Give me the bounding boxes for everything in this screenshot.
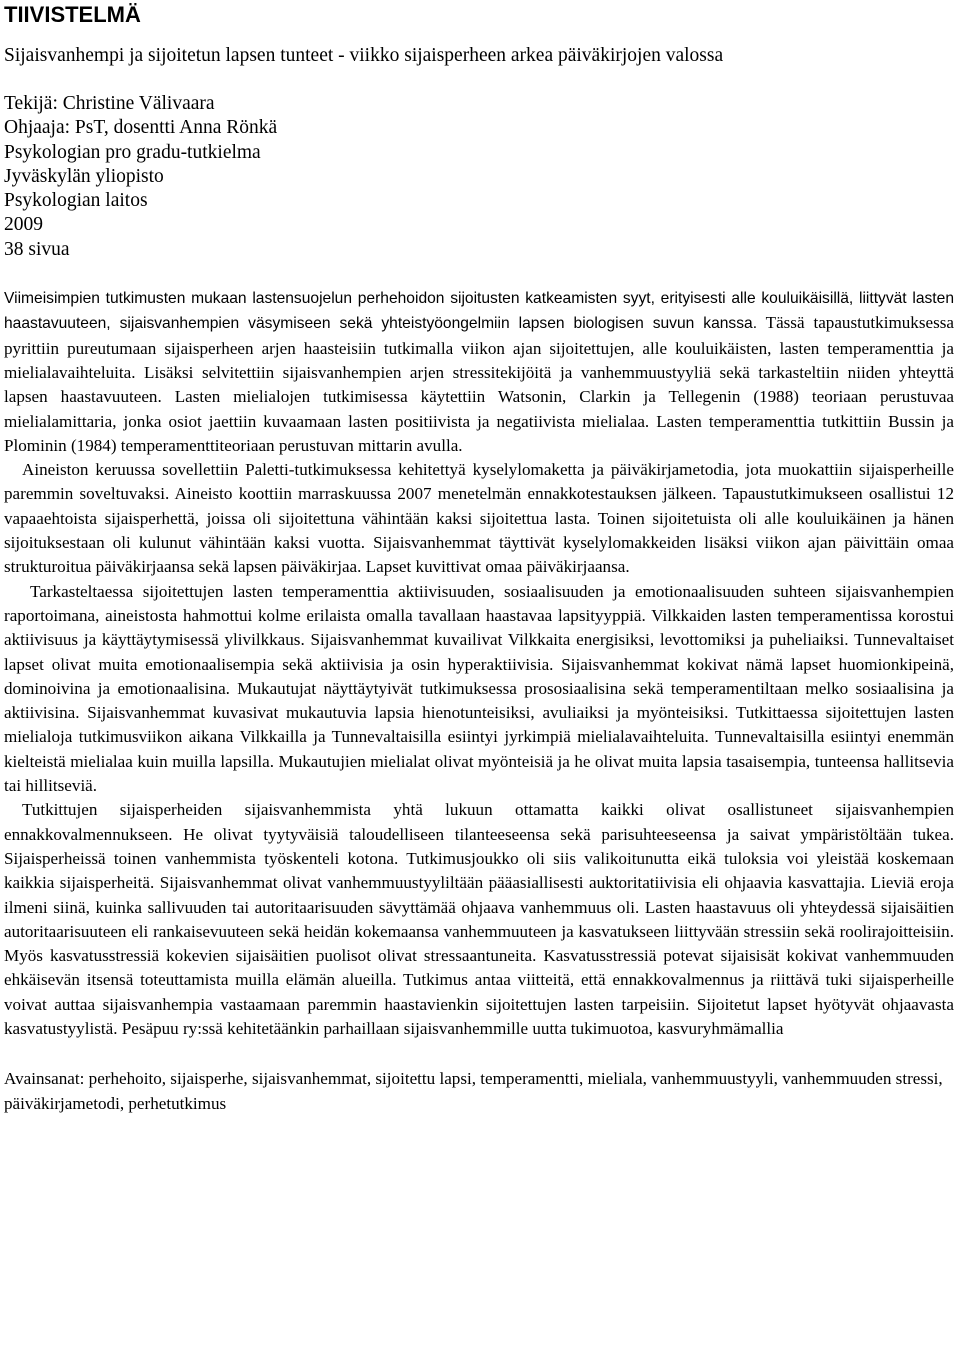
page-count-line: 38 sivua — [4, 238, 70, 260]
paragraph-1-text: Tässä tapaustutkimuksessa pyrittiin pureutumaan sijaisperheen arjen haasteisiin tutkimalla viikon ajan sijoitettujen, alle kouluikäisten, lasten temperamenttia ja mielialavaihteluita. Lisäksi selvitettiin sijaisvanhempien arjen stressitekijöitä ja vanhemmuustyyliä sekä tarkasteltiin niiden yhteyttä lapsen haastavuuteen. Lasten mielialojen tutkimisessa käytettiin Watsonin, Clarkin ja Tellegenin (1988) teoriaan perustuvaa mielialamittaria, jonka osiot jaettiin kuvaamaan lasten positiivista ja negatiivista mielialaa. Lasten temperamenttia tutkittiin Bussin ja Plominin (1984) temperamenttiteoriaan perustuvan mittarin avulla. — [4, 313, 954, 455]
abstract-paragraph-2: Aineiston keruussa sovellettiin Paletti-tutkimuksessa kehitettyä kyselylomaketta ja päiväkirjametodia, jota muokattiin sijaisperheille paremmin soveltuvaksi. Aineisto koottiin marraskuussa 2007 menetelmän ennakkotestauksen jälkeen. Tapaustutkimukseen osallistui 12 vapaaehtoista sijaisperhettä, joissa oli sijoitettuna vähintään kaksi sijoitettua lasta. Toinen sijoitetuista oli alle kouluikäinen ja hänen sijoituksestaan oli kulunut vähintään kaksi vuotta. Sijaisvanhemmat täyttivät kyselylomakkeiden lisäksi viikon ajan päivittäin omaa strukturoitua päiväkirjaansa sekä lapsen päiväkirjaa. Lapset kuvittivat omaa päiväkirjaansa. — [4, 460, 954, 577]
thesis-title: Sijaisvanhempi ja sijoitetun lapsen tunteet - viikko sijaisperheen arkea päiväkirjojen valossa — [4, 45, 724, 66]
department-line: Psykologian laitos — [4, 190, 148, 212]
thesis-metadata — [4, 92, 960, 262]
university-line: Jyväskylän yliopisto — [4, 165, 164, 187]
year-line: 2009 — [4, 214, 43, 236]
author-line: Tekijä: Christine Välivaara — [4, 93, 215, 114]
abstract-heading: TIIVISTELMÄ — [4, 2, 141, 27]
keywords: Avainsanat: perhehoito, sijaisperhe, sijaisvanhemmat, sijoitettu lapsi, temperamentti, mieliala, vanhemmuustyyli, vanhemmuuden stressi, päiväkirjametodi, perhetutkimus — [4, 1069, 943, 1113]
thesis-type-line: Psykologian pro gradu-tutkielma — [4, 141, 261, 163]
abstract-paragraph-1 — [4, 286, 954, 458]
abstract-paragraph-3: Tarkasteltaessa sijoitettujen lasten temperamenttia aktiivisuuden, sosiaalisuuden ja emotionaalisuuden suhteen sijaisvanhempien raportoimana, aineistosta hahmottui kolme erilaista omalla tavallaan haastavaa lapsityyppiä. Vilkkaiden lasten temperamentissa korostui aktiivisuus ja käyttäytymisessä ylivilkkaus. Sijaisvanhemmat kuvailivat Vilkkaita energisiksi, levottomiksi ja puheliaiksi. Tunnevaltaiset lapset olivat muita emotionaalisempia sekä aktiivisia ja osin hyperaktiivisia. Sijaisvanhemmat kokivat nämä lapset huomionkipeinä, dominoivina ja emotionaalisina. Mukautujat näyttäytyivät tutkimuksessa prososiaalisina sekä temperamentiltaan melko sosiaalisina ja aktiivisina. Sijaisvanhemmat kuvasivat mukautuvia lapsia hienotunteisiksi, avuliaiksi ja myönteisiksi. Tutkittaessa sijoitettujen lasten mielialoja tutkimusviikon aikana Vilkkailla ja Tunnevaltaisilla esiintyi jyrkimpiä mielialavaihteluita. Tunnevaltaisilla esiintyi enemmän kielteistä mielialaa kuin muilla lapsilla. Mukautujien mielialat olivat myönteisiä ja he olivat muita lapsia tasaisempia, tunteensa hallitsevia tai hillitseviä. — [4, 581, 954, 796]
abstract-body — [4, 286, 954, 1041]
supervisor-line: Ohjaaja: PsT, dosentti Anna Rönkä — [4, 117, 278, 139]
paragraph-1-lead: Viimeisimpien tutkimusten mukaan lastensuojelun perhehoidon sijoitusten katkeamisten syyt, erityisesti alle kouluikäisillä, liittyvät lasten haastavuuteen, sijaisvanhempien väsymiseen sekä yhteistyöongelmiin lapsen biologisen suvun kanssa. — [4, 290, 954, 333]
abstract-paragraph-4: Tutkittujen sijaisperheiden sijaisvanhemmista yhtä lukuun ottamatta kaikki olivat osallistuneet sijaisvanhempien ennakkovalmennukseen. He olivat tyytyväisiä taloudelliseen tilanteeseensa sekä parisuhteeseensa ja saivat ympäristöltään tukea. Sijaisperheissä toinen vanhemmista työskenteli kotona. Tutkimusjoukko oli siis valikoitunutta eikä tuloksia voi yleistää koskemaan kaikkia sijaisperheitä. Sijaisvanhemmat olivat vanhemmuustyyliltään pääasiallisesti auktoritatiivisia eli ohjaavia kasvattajia. Lieviä eroja ilmeni siinä, kuinka sallivuuden tai autoritaarisuuden sävyttämää ohjaava vanhemmuus oli. Lasten haastavuus oli yhteydessä sijaisäitien autoritaarisuuteen eli rankaisevuuteen sekä heidän kokemaansa vanhemmuuteen ja kasvatukseen liittyvään stressiin sekä roolirajoitteisiin. Myös kasvatusstressiä kokevien sijaisäitien puolisot olivat stressaantuneita. Kasvatusstressiä potevat sijaisisät kokivat vanhemmuuden ehkäisevän itsensä toteuttamista muilla elämän alueilla. Tutkimus antaa viitteitä, että ennakkovalmennus ja riittävä tuki sijaisperheille voivat auttaa sijaisvanhempia vastaamaan paremmin haastavienkin sijoitettujen lasten tarpeisiin. Sijoitetut lapset hyötyvät ohjaavasta kasvatustyylistä. Pesäpuu ry:ssä kehitetäänkin parhaillaan sijaisvanhemmille uutta tukimuotoa, kasvuryhmämallia — [4, 800, 954, 1038]
